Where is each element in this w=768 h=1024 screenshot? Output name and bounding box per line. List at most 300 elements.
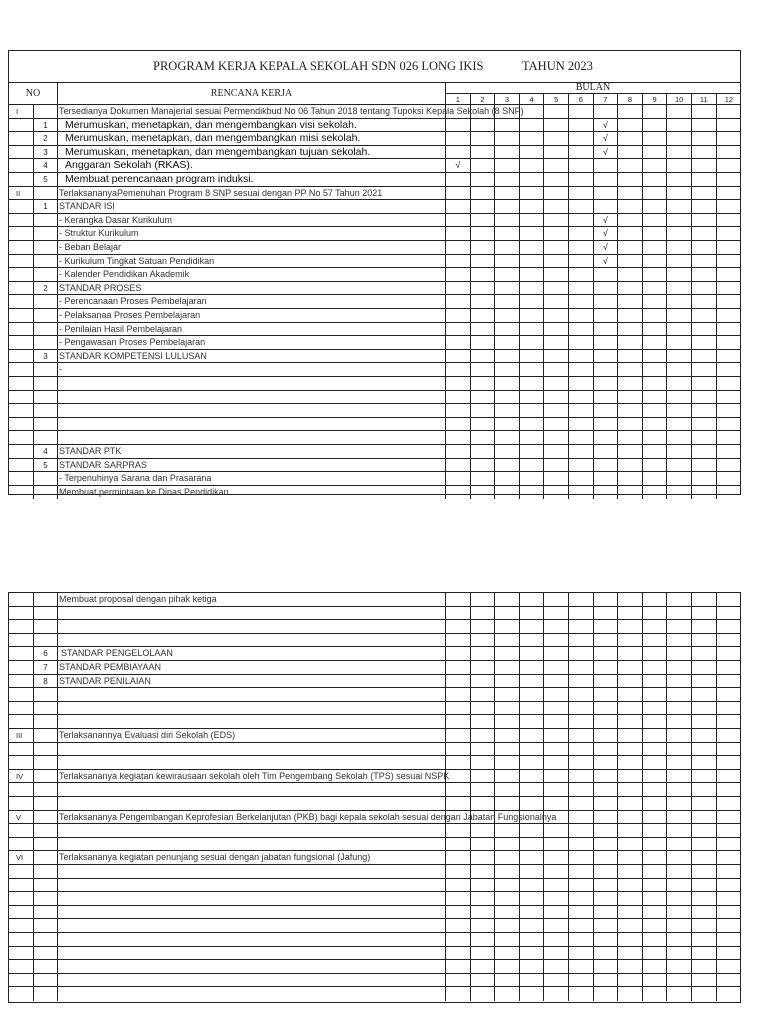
month-cell-4 [520,431,545,444]
month-cell-7 [594,391,619,404]
month-cell-10 [667,879,692,892]
month-cell-5 [544,431,569,444]
row-item-number [34,295,58,308]
month-cell-8 [618,146,643,159]
month-cell-2 [471,336,496,349]
month-cell-3 [495,729,520,742]
month-cell-9 [643,879,668,892]
month-cell-11 [692,391,717,404]
row-description [58,377,446,390]
month-cell-11 [692,974,717,987]
month-cell-6 [569,404,594,417]
row-description: Terlaksanannya Evaluasi diri Sekolah (EDS) [58,729,446,742]
month-cell-9 [643,811,668,824]
row-description: - Terpenuhinya Sarana dan Prasarana [58,472,446,485]
row-section-numeral [9,227,34,240]
row-item-number [34,105,58,118]
month-cell-4 [520,947,545,960]
month-cell-10 [667,486,692,500]
month-cell-1 [446,919,471,932]
month-cell-12 [717,295,742,308]
month-cell-7 [594,770,619,783]
month-cell-2 [471,715,496,728]
month-cell-3 [495,987,520,1001]
row-item-number: 1 [34,200,58,213]
month-cell-1 [446,377,471,390]
month-cell-5 [544,472,569,485]
month-cell-1 [446,987,471,1001]
month-cell-4 [520,743,545,756]
month-cell-4 [520,323,545,336]
month-cell-6 [569,309,594,322]
month-cell-9 [643,634,668,647]
row-item-number [34,634,58,647]
month-cell-1 [446,200,471,213]
month-cell-2 [471,702,496,715]
month-cell-10 [667,268,692,281]
month-cell-10 [667,756,692,769]
month-cell-4 [520,593,545,606]
table-row [9,702,740,716]
month-cell-4 [520,187,545,200]
row-description [58,391,446,404]
month-cell-8 [618,783,643,796]
month-cell-8 [618,295,643,308]
month-cell-5 [544,336,569,349]
month-cell-8 [618,132,643,145]
month-cell-1 [446,159,471,172]
month-cell-3 [495,593,520,606]
month-cell-5 [544,105,569,118]
month-cell-11 [692,377,717,390]
month-cell-10 [667,173,692,186]
month-cell-6 [569,241,594,254]
month-cell-7 [594,404,619,417]
month-cell-1 [446,702,471,715]
row-section-numeral: V [9,811,34,824]
month-cell-2 [471,947,496,960]
month-cell-6 [569,431,594,444]
table-row [9,418,740,432]
month-cell-8 [618,255,643,268]
month-cell-7 [594,159,619,172]
row-description [58,756,446,769]
month-cell-3 [495,336,520,349]
month-cell-6 [569,486,594,500]
month-cell-3 [495,268,520,281]
month-cell-10 [667,688,692,701]
month-cell-5 [544,227,569,240]
row-description [58,933,446,946]
month-cell-3 [495,688,520,701]
month-cell-8 [618,743,643,756]
month-cell-10 [667,824,692,837]
row-section-numeral [9,892,34,905]
row-section-numeral [9,919,34,932]
row-item-number [34,309,58,322]
row-description: Membuat permintaan ke Dinas Pendidikan [58,486,446,500]
month-cell-2 [471,647,496,660]
month-cell-3 [495,350,520,363]
month-cell-6 [569,824,594,837]
month-cell-12 [717,404,742,417]
month-cell-6 [569,336,594,349]
month-cell-1 [446,363,471,376]
row-section-numeral [9,634,34,647]
month-cell-9 [643,214,668,227]
month-cell-11 [692,187,717,200]
month-cell-2 [471,187,496,200]
month-cell-9 [643,770,668,783]
month-cell-4 [520,282,545,295]
month-cell-11 [692,295,717,308]
month-cell-3 [495,620,520,633]
month-cell-11 [692,647,717,660]
month-cell-3 [495,173,520,186]
month-cell-5 [544,634,569,647]
month-cell-10 [667,620,692,633]
month-cell-9 [643,933,668,946]
month-cell-3 [495,445,520,458]
month-cell-3 [495,377,520,390]
month-cell-4 [520,770,545,783]
row-description: - Penilaian Hasil Pembelajaran [58,323,446,336]
month-cell-3 [495,119,520,132]
table-row [9,363,740,377]
month-cell-3 [495,404,520,417]
row-item-number [34,906,58,919]
month-cell-12 [717,214,742,227]
month-cell-10 [667,919,692,932]
month-cell-10 [667,295,692,308]
row-description: STANDAR PENGELOLAAN [58,647,446,660]
row-section-numeral [9,404,34,417]
row-description [58,743,446,756]
check-mark-icon: √ [455,160,461,171]
table-row [9,241,740,255]
month-cell-6 [569,363,594,376]
month-cell-8 [618,661,643,674]
table-row [9,173,740,187]
month-cell-8 [618,119,643,132]
month-cell-11 [692,702,717,715]
month-cell-7 [594,756,619,769]
month-cell-8 [618,607,643,620]
month-cell-9 [643,906,668,919]
month-cell-7 [594,200,619,213]
month-cell-3 [495,756,520,769]
month-cell-7 [594,173,619,186]
row-description: STANDAR PEMBIAYAAN [58,661,446,674]
month-cell-2 [471,797,496,810]
table-row [9,119,740,133]
month-cell-6 [569,200,594,213]
row-item-number [34,431,58,444]
table-row [9,445,740,459]
month-cell-3 [495,906,520,919]
row-item-number [34,620,58,633]
row-description [58,919,446,932]
month-cell-8 [618,729,643,742]
month-cell-12 [717,377,742,390]
month-header-7: 7 [594,94,619,105]
month-cell-6 [569,661,594,674]
month-cell-3 [495,851,520,864]
month-cell-5 [544,879,569,892]
month-cell-11 [692,783,717,796]
month-cell-8 [618,173,643,186]
month-cell-4 [520,268,545,281]
month-cell-2 [471,838,496,851]
month-cell-10 [667,634,692,647]
row-section-numeral [9,323,34,336]
month-cell-9 [643,282,668,295]
month-cell-5 [544,418,569,431]
month-cell-7 [594,688,619,701]
month-cell-5 [544,282,569,295]
row-item-number: 1 [34,119,58,132]
month-cell-5 [544,675,569,688]
month-cell-7 [594,486,619,500]
row-item-number [34,688,58,701]
month-cell-7 [594,851,619,864]
row-description: - Kurikulum Tingkat Satuan Pendidikan [58,255,446,268]
month-cell-5 [544,797,569,810]
row-section-numeral [9,418,34,431]
row-item-number [34,241,58,254]
month-cell-4 [520,173,545,186]
month-cell-12 [717,865,742,878]
month-cell-4 [520,336,545,349]
month-cell-9 [643,756,668,769]
row-item-number: 2 [34,132,58,145]
month-cell-2 [471,987,496,1001]
table-row [9,431,740,445]
month-cell-11 [692,459,717,472]
month-cell-1 [446,947,471,960]
month-cell-10 [667,715,692,728]
month-cell-8 [618,756,643,769]
month-cell-12 [717,770,742,783]
row-description: - Kalender Pendidikan Akademik [58,268,446,281]
check-mark-icon: √ [602,119,608,130]
month-cell-5 [544,770,569,783]
row-description [58,797,446,810]
month-cell-12 [717,879,742,892]
table-row [9,255,740,269]
check-mark-icon: √ [602,228,608,239]
month-cell-6 [569,119,594,132]
table-row [9,282,740,296]
month-cell-8 [618,933,643,946]
month-cell-1 [446,729,471,742]
month-cell-3 [495,255,520,268]
month-cell-2 [471,173,496,186]
month-cell-9 [643,919,668,932]
month-cell-2 [471,214,496,227]
month-cell-5 [544,688,569,701]
month-cell-6 [569,323,594,336]
month-cell-12 [717,756,742,769]
month-cell-2 [471,879,496,892]
month-cell-10 [667,227,692,240]
month-cell-1 [446,309,471,322]
month-cell-4 [520,892,545,905]
month-cell-1 [446,865,471,878]
month-cell-10 [667,404,692,417]
row-description [58,906,446,919]
table-row [9,132,740,146]
month-cell-8 [618,947,643,960]
month-cell-4 [520,607,545,620]
row-section-numeral [9,377,34,390]
month-cell-3 [495,783,520,796]
month-cell-1 [446,811,471,824]
row-item-number: 3 [34,350,58,363]
month-cell-9 [643,119,668,132]
month-cell-7 [594,620,619,633]
month-cell-10 [667,729,692,742]
month-cell-1 [446,688,471,701]
month-cell-11 [692,947,717,960]
month-header-4: 4 [520,94,545,105]
month-cell-1 [446,255,471,268]
month-cell-12 [717,702,742,715]
row-item-number [34,255,58,268]
row-section-numeral [9,132,34,145]
month-cell-9 [643,350,668,363]
table-row [9,906,740,920]
row-description: - [58,363,446,376]
row-description [58,783,446,796]
month-cell-3 [495,187,520,200]
month-cell-10 [667,309,692,322]
row-section-numeral [9,159,34,172]
row-item-number [34,323,58,336]
month-cell-8 [618,404,643,417]
row-section-numeral [9,431,34,444]
month-cell-3 [495,282,520,295]
row-item-number: 3 [34,146,58,159]
month-cell-5 [544,974,569,987]
month-cell-8 [618,906,643,919]
month-cell-2 [471,295,496,308]
month-cell-7 [594,472,619,485]
month-cell-9 [643,729,668,742]
month-cell-4 [520,159,545,172]
month-cell-3 [495,647,520,660]
month-cell-5 [544,119,569,132]
month-cell-5 [544,607,569,620]
month-cell-7 [594,377,619,390]
month-cell-8 [618,282,643,295]
month-cell-7 [594,187,619,200]
month-cell-6 [569,268,594,281]
row-item-number: 4 [34,159,58,172]
month-cell-4 [520,620,545,633]
month-cell-6 [569,756,594,769]
row-item-number: 7 [34,661,58,674]
month-cell-6 [569,879,594,892]
column-header-bulan: BULAN [446,82,740,94]
month-cell-10 [667,119,692,132]
month-cell-12 [717,607,742,620]
month-cell-6 [569,255,594,268]
row-item-number [34,811,58,824]
month-header-10: 10 [667,94,692,105]
month-cell-2 [471,906,496,919]
month-cell-1 [446,173,471,186]
month-cell-2 [471,159,496,172]
month-cell-2 [471,974,496,987]
month-cell-5 [544,146,569,159]
month-cell-12 [717,472,742,485]
month-cell-7 [594,119,619,132]
month-cell-9 [643,391,668,404]
month-cell-11 [692,960,717,973]
month-cell-11 [692,323,717,336]
month-cell-5 [544,947,569,960]
table-row [9,377,740,391]
month-cell-5 [544,729,569,742]
row-item-number [34,729,58,742]
month-cell-2 [471,811,496,824]
row-section-numeral [9,865,34,878]
month-cell-9 [643,200,668,213]
month-cell-9 [643,783,668,796]
month-cell-1 [446,933,471,946]
row-description [58,987,446,1001]
month-cell-6 [569,620,594,633]
month-cell-8 [618,892,643,905]
month-cell-9 [643,851,668,864]
month-cell-10 [667,459,692,472]
month-cell-9 [643,241,668,254]
table-row [9,486,740,500]
month-cell-4 [520,987,545,1001]
row-section-numeral [9,879,34,892]
month-cell-9 [643,974,668,987]
table-row [9,715,740,729]
month-cell-5 [544,187,569,200]
month-cell-1 [446,336,471,349]
month-cell-6 [569,797,594,810]
month-cell-5 [544,255,569,268]
month-cell-7 [594,418,619,431]
row-item-number [34,770,58,783]
row-description [58,688,446,701]
month-cell-5 [544,987,569,1001]
month-cell-6 [569,851,594,864]
month-cell-4 [520,647,545,660]
month-cell-7 [594,797,619,810]
month-cell-9 [643,295,668,308]
month-cell-11 [692,620,717,633]
row-description: Merumuskan, menetapkan, dan mengembangkan tujuan sekolah. [58,146,446,159]
month-cell-11 [692,919,717,932]
month-cell-10 [667,947,692,960]
month-cell-10 [667,377,692,390]
month-cell-4 [520,797,545,810]
month-cell-8 [618,268,643,281]
month-cell-6 [569,159,594,172]
month-cell-7 [594,593,619,606]
row-section-numeral: VI [9,851,34,864]
month-cell-3 [495,824,520,837]
month-cell-9 [643,255,668,268]
month-cell-9 [643,418,668,431]
table-row [9,865,740,879]
